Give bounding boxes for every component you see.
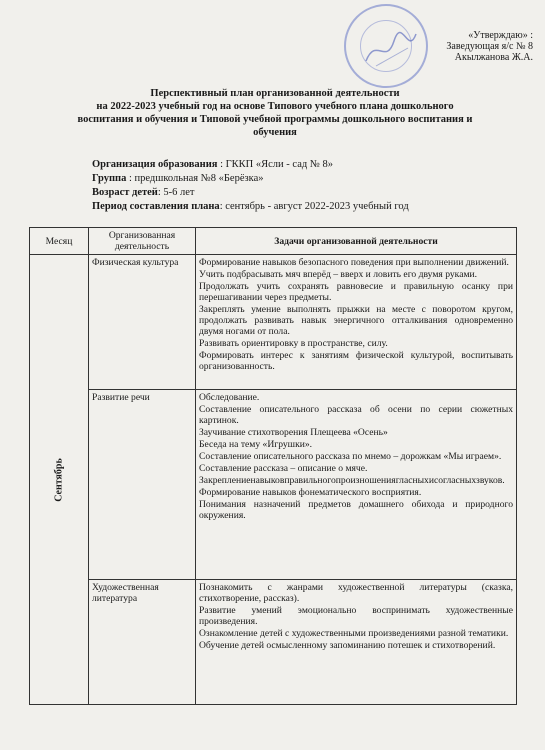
tasks-cell bbox=[196, 580, 517, 705]
approval-line-1: «Утверждаю» : bbox=[468, 30, 533, 41]
subject-cell: Художественная литература bbox=[89, 580, 196, 705]
task-item: Составление описательного рассказа по мнемо – дорожкам «Мы играем». bbox=[199, 451, 502, 462]
age-value: : 5-6 лет bbox=[157, 187, 195, 198]
meta-period bbox=[92, 200, 512, 214]
group-label: Группа bbox=[92, 173, 127, 184]
meta-age bbox=[92, 186, 512, 200]
meta-organization bbox=[92, 158, 512, 172]
age-label: Возраст детей bbox=[92, 187, 158, 198]
task-item: Беседа на тему «Игрушки». bbox=[199, 439, 313, 450]
task-item: Познакомить с жанрами художественной литературы (сказка, стихотворение, рассказ). bbox=[199, 582, 513, 604]
title-line-1: Перспективный план организованной деятельности bbox=[150, 88, 400, 99]
period-label: Период составления плана bbox=[92, 201, 220, 212]
period-value: : сентябрь - август 2022-2023 учебный год bbox=[219, 201, 409, 212]
month-label: Сентябрь bbox=[53, 457, 65, 502]
task-item: Формирование навыков фонематического восприятия. bbox=[199, 487, 422, 498]
month-cell bbox=[30, 255, 89, 705]
plan-metadata bbox=[92, 158, 512, 214]
plan-table bbox=[29, 227, 517, 705]
task-item: Развивать ориентировку в пространстве, силу. bbox=[199, 338, 388, 349]
task-item: Составление описательного рассказа об осени по серии сюжетных картинок. bbox=[199, 404, 513, 426]
header-tasks: Задачи организованной деятельности bbox=[196, 228, 517, 255]
table-header-row bbox=[30, 228, 517, 255]
task-item: Понимания назначений предметов домашнего обихода и природного окружения. bbox=[199, 499, 513, 521]
org-label: Организация образования bbox=[92, 159, 218, 170]
title-line-3: воспитания и обучения и Типовой учебной программы дошкольного воспитания и bbox=[77, 114, 473, 125]
header-activity: Организованная деятельность bbox=[89, 228, 196, 255]
task-item: Закреплять умение выполнять прыжки на месте с поворотом кругом, продолжать развивать навык энергичного отталкивания одновременно двумя ногами от пола. bbox=[199, 304, 513, 337]
tasks-cell bbox=[196, 255, 517, 390]
table-row bbox=[30, 580, 517, 705]
task-item: Формирование навыков безопасного поведения при выполнении движений. bbox=[199, 257, 509, 268]
task-item: Заучивание стихотворения Плещеева «Осень» bbox=[199, 427, 388, 438]
header-month: Месяц bbox=[30, 228, 89, 255]
task-item: Закреплениенавыковправильногопроизношениягласныхисогласныхзвуков. bbox=[199, 475, 505, 486]
approval-block bbox=[383, 30, 533, 63]
approval-line-3: Акылжанова Ж.А. bbox=[454, 52, 533, 63]
title-line-4: обучения bbox=[253, 127, 297, 138]
tasks-cell bbox=[196, 390, 517, 580]
table-row bbox=[30, 390, 517, 580]
approval-line-2: Заведующая я/с № 8 bbox=[446, 41, 533, 52]
task-item: Формировать интерес к занятиям физической культурой, воспитывать организованность. bbox=[199, 350, 513, 372]
task-item: Продолжать учить сохранять равновесие и правильную осанку при перешагивании через предметы. bbox=[199, 281, 513, 303]
task-item: Развитие умений эмоционально воспринимать художественные произведения. bbox=[199, 605, 513, 627]
org-value: : ГККП «Ясли - сад № 8» bbox=[217, 159, 333, 170]
task-item: Обучение детей осмысленному запоминанию потешек и стихотворений. bbox=[199, 640, 496, 651]
title-line-2: на 2022-2023 учебный год на основе Типового учебного плана дошкольного bbox=[96, 101, 454, 112]
table-row bbox=[30, 255, 517, 390]
task-item: Составление рассказа – описание о мяче. bbox=[199, 463, 368, 474]
group-value: : предшкольная №8 «Берёзка» bbox=[126, 173, 264, 184]
subject-cell: Физическая культура bbox=[89, 255, 196, 390]
task-item: Обследование. bbox=[199, 392, 260, 403]
subject-cell: Развитие речи bbox=[89, 390, 196, 580]
meta-group bbox=[92, 172, 512, 186]
task-item: Учить подбрасывать мяч вперёд – вверх и ловить его двумя руками. bbox=[199, 269, 478, 280]
document-title bbox=[60, 87, 490, 139]
task-item: Ознакомление детей с художественными произведениями разной тематики. bbox=[199, 628, 509, 639]
